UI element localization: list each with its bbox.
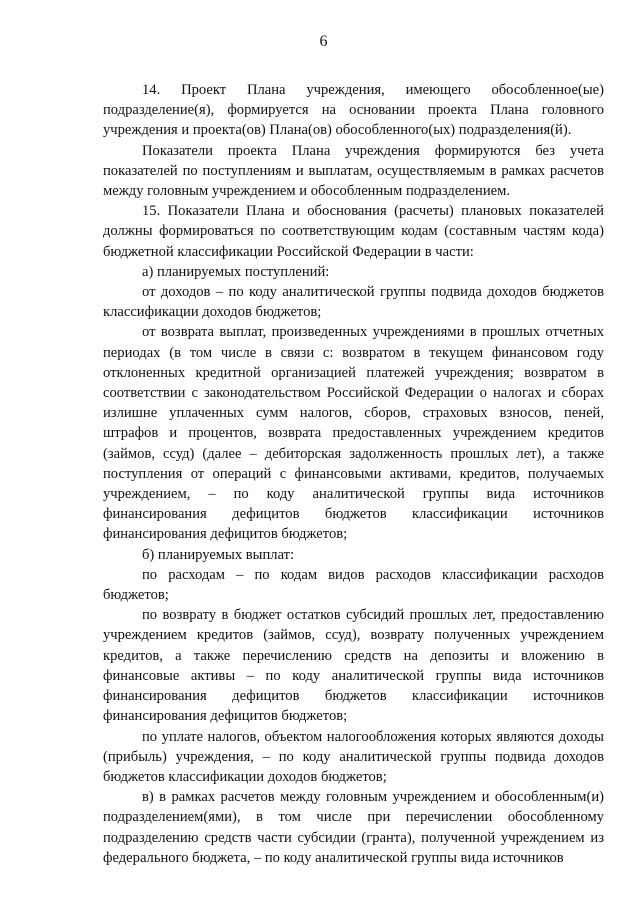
paragraph-plan-indicators: Показатели проекта Плана учреждения формируются без учета показателей по поступлениям и выплатам, осуществляемым в рамках расчетов между головным учреждением и обособленным подразделением. <box>103 142 604 200</box>
paragraph-14: 14. Проект Плана учреждения, имеющего обособленное(ые) подразделение(я), формируется на основании проекта Плана головного учреждения и проекта(ов) Плана(ов) обособленного(ых) подразделения(й). <box>103 82 604 139</box>
paragraph-planned-receipts: а) планируемых поступлений: <box>142 263 330 280</box>
paragraph-from-refunds: от возврата выплат, произведенных учреждениями в прошлых отчетных периодах (в том числе в связи с: возвратом в текущем финансовом году отклоненных кредитной организацией платежей учреждения; возвратом в соответствии с законодательством Российской Федерации о налогах и сборах излишне уплаченных сумм налогов, сборов, страховых взносов, пеней, штрафов и процентов, возврата предоставленных учреждением кредитов (займов, ссуд) (далее – дебиторская задолженность прошлых лет), а также поступления от операций с финансовыми активами, кредитов, получаемых учреждением, – по коду аналитической группы вида источников финансирования дефицитов бюджетов классификации источников финансирования дефицитов бюджетов; <box>103 324 604 543</box>
paragraph-tax-payment: по уплате налогов, объектом налогообложения которых являются доходы (прибыль) учреждения, – по коду аналитической группы подвида доходов бюджетов классификации доходов бюджетов; <box>103 728 604 785</box>
paragraph-from-income: от доходов – по коду аналитической группы подвида доходов бюджетов классификации доходов бюджетов; <box>103 284 604 321</box>
paragraph-planned-payments: б) планируемых выплат: <box>142 546 295 563</box>
paragraph-15: 15. Показатели Плана и обоснования (расчеты) плановых показателей должны формироваться по соответствующим кодам (составным частям кода) бюджетной классификации Российской Федерации в части: <box>103 203 604 260</box>
paragraph-budget-return: по возврату в бюджет остатков субсидий прошлых лет, предоставлению учреждением кредитов (займов, ссуд), возврату полученных учреждением кредитов, а также перечислению средств на депозиты и вложению в финансовые активы – по коду аналитической группы вида источников финансирования дефицитов бюджетов классификации источников финансирования дефицитов бюджетов; <box>103 607 604 725</box>
paragraph-by-expenses: по расходам – по кодам видов расходов классификации расходов бюджетов; <box>103 566 604 604</box>
page-number: 6 <box>319 33 328 50</box>
paragraph-settlements: в) в рамках расчетов между головным учреждением и обособленным(и) подразделением(ями), в том числе при перечислении обособленному подразделению средств части субсидии (гранта), полученной учреждением из федерального бюджета, – по коду аналитической группы вида источников <box>103 789 604 866</box>
